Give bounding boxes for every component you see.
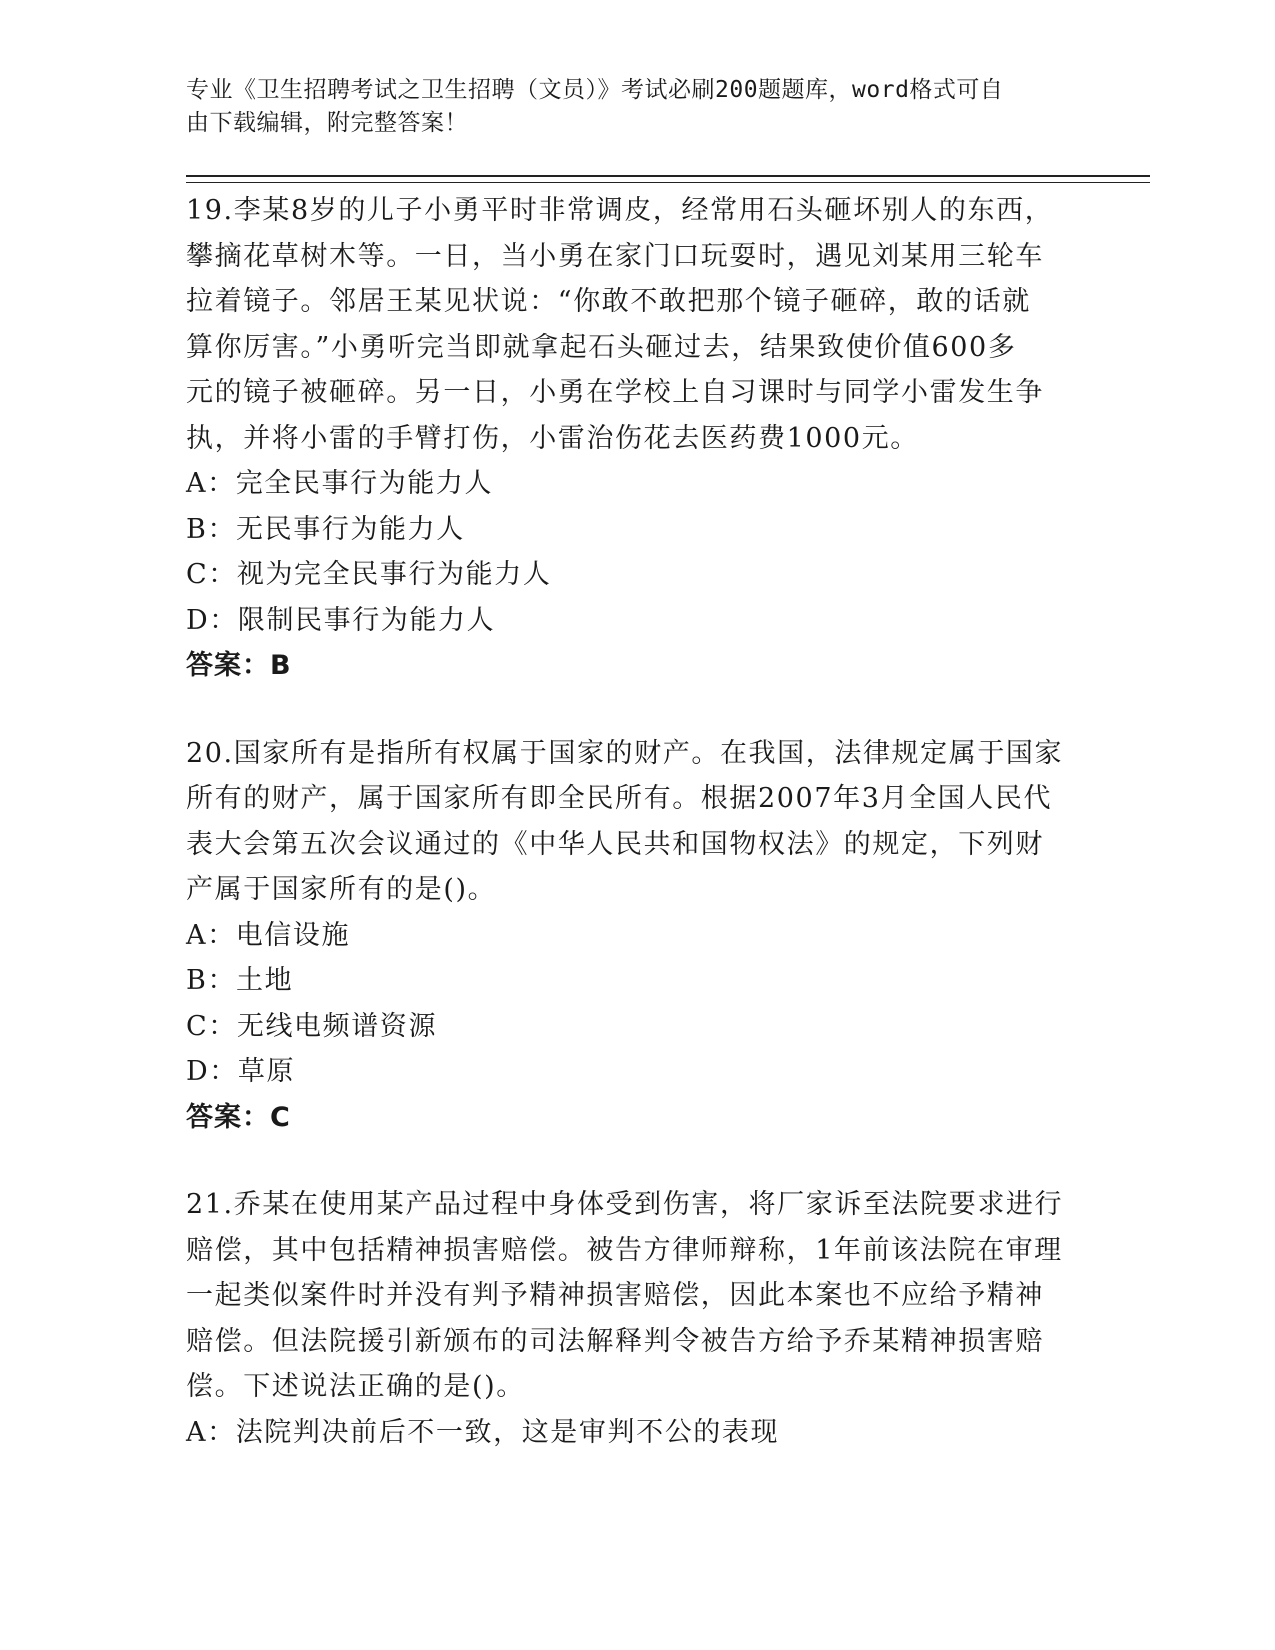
answer-line: 答案：C	[186, 1101, 291, 1133]
header-line-1: 专业《卫生招聘考试之卫生招聘（文员）》考试必刷200题题库，word格式可自	[186, 77, 1004, 103]
option-b: B：土地	[186, 965, 294, 996]
stem-line: 产属于国家所有的是()。	[186, 874, 497, 905]
option-a: A：法院判决前后不一致，这是审判不公的表现	[186, 1416, 780, 1448]
option-c: C：无线电频谱资源	[186, 1010, 438, 1042]
option-b: B：无民事行为能力人	[186, 513, 465, 545]
option-d: D：草原	[186, 1056, 296, 1087]
option-d: D：限制民事行为能力人	[186, 604, 496, 636]
stem-line: 21.乔某在使用某产品过程中身体受到伤害，将厂家诉至法院要求进行	[186, 1189, 1064, 1220]
header-line-2: 由下载编辑，附完整答案！	[186, 110, 468, 136]
option-a: A：电信设施	[186, 919, 351, 951]
question-stem	[186, 731, 1086, 913]
stem-line: 20.国家所有是指所有权属于国家的财产。在我国，法律规定属于国家	[186, 737, 1064, 769]
question-stem	[186, 188, 1086, 461]
stem-line: 表大会第五次会议通过的《中华人民共和国物权法》的规定，下列财	[186, 828, 1044, 860]
stem-line: 所有的财产，属于国家所有即全民所有。根据2007年3月全国人民代	[186, 783, 1053, 814]
question-21	[186, 1182, 1086, 1455]
question-stem	[186, 1182, 1086, 1410]
question-list	[186, 188, 1086, 1497]
document-header	[186, 74, 1066, 140]
stem-line: 19.李某8岁的儿子小勇平时非常调皮，经常用石头砸坏别人的东西，	[186, 195, 1054, 226]
stem-line: 元的镜子被砸碎。另一日，小勇在学校上自习课时与同学小雷发生争	[186, 377, 1044, 408]
question-20	[186, 731, 1086, 1141]
stem-line: 执，并将小雷的手臂打伤，小雷治伤花去医药费1000元。	[186, 422, 919, 454]
option-a: A：完全民事行为能力人	[186, 468, 494, 499]
stem-line: 算你厉害。”小勇听完当即就拿起石头砸过去，结果致使价值600多	[186, 331, 1017, 363]
option-c: C：视为完全民事行为能力人	[186, 559, 552, 590]
question-19	[186, 188, 1086, 689]
header-divider-thick	[186, 175, 1150, 177]
stem-line: 赔偿，其中包括精神损害赔偿。被告方律师辩称，1年前该法院在审理	[186, 1234, 1063, 1266]
header-divider-thin	[186, 182, 1150, 183]
stem-line: 攀摘花草树木等。一日，当小勇在家门口玩耍时，遇见刘某用三轮车	[186, 240, 1044, 272]
stem-line: 偿。下述说法正确的是()。	[186, 1371, 525, 1402]
answer-line: 答案：B	[186, 650, 292, 681]
stem-line: 赔偿。但法院援引新颁布的司法解释判令被告方给予乔某精神损害赔	[186, 1325, 1044, 1357]
stem-line: 一起类似案件时并没有判予精神损害赔偿，因此本案也不应给予精神	[186, 1280, 1044, 1311]
stem-line: 拉着镜子。邻居王某见状说：“你敢不敢把那个镜子砸碎，敢的话就	[186, 286, 1031, 317]
